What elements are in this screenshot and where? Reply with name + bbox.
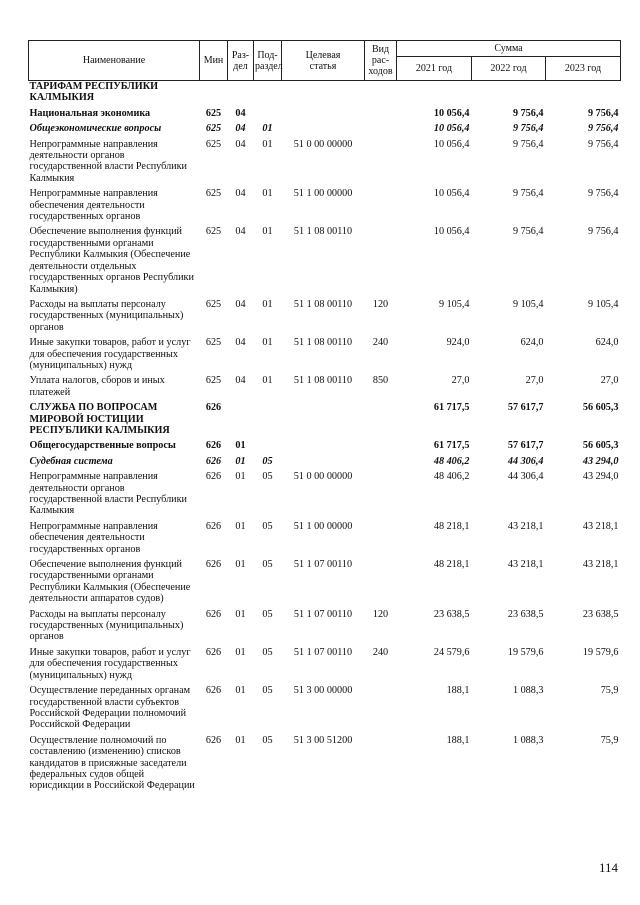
cell-min: 625 [205, 107, 222, 119]
cell-razdel [228, 81, 254, 108]
cell-2023: 9 756,4 [587, 123, 619, 135]
cell-2021: 10 056,4 [433, 123, 470, 135]
cell-article [282, 108, 365, 123]
cell-min: 625 [205, 375, 222, 387]
cell-2021: 9 105,4 [438, 298, 470, 310]
cell-2021: 10 056,4 [433, 138, 470, 150]
cell-name: Общеэкономические вопросы [29, 123, 162, 135]
cell-article: 51 1 08 00110 [293, 375, 353, 387]
cell-name: Иные закупки товаров, работ и услуг для обеспечения государственных (муниципальных) нужд [29, 646, 191, 681]
cell-min: 626 [205, 402, 222, 414]
cell-2021: 10 056,4 [433, 107, 470, 119]
header-year-2023: 2023 год [546, 57, 621, 81]
table-row [29, 337, 621, 375]
cell-podrazdel [254, 81, 282, 108]
cell-name: Уплата налогов, сборов и иных платежей [29, 375, 165, 398]
cell-2022: 9 756,4 [512, 123, 544, 135]
cell-min: 626 [205, 455, 222, 467]
cell-name: Обеспечение выполнения функций государственными органами Республики Калмыкия (Обеспечение деятельности аппаратов судов) [29, 559, 191, 605]
cell-2023: 9 756,4 [587, 138, 619, 150]
cell-2023: 43 218,1 [582, 559, 619, 571]
cell-razdel: 04 [235, 337, 246, 349]
cell-2023: 56 605,3 [582, 440, 619, 452]
cell-podrazdel: 05 [262, 520, 273, 532]
cell-vid [365, 685, 397, 735]
cell-min: 626 [205, 440, 222, 452]
cell-name: Судебная система [29, 455, 113, 467]
cell-min: 626 [205, 471, 222, 483]
cell-podrazdel: 05 [262, 455, 273, 467]
cell-2023: 75,9 [600, 685, 619, 697]
header-podrazdel: Под- раздел [254, 41, 282, 81]
table-row [29, 440, 621, 455]
cell-vid [365, 440, 397, 455]
cell-name: Национальная экономика [29, 107, 151, 119]
header-article: Целевая статья [282, 41, 365, 81]
cell-min: 626 [205, 608, 222, 620]
cell-vid [365, 188, 397, 226]
header-year-2021: 2021 год [397, 57, 472, 81]
cell-razdel: 04 [235, 138, 246, 150]
cell-vid [365, 226, 397, 298]
cell-2021: 48 406,2 [433, 471, 470, 483]
table-row [29, 188, 621, 226]
cell-name: СЛУЖБА ПО ВОПРОСАМ МИРОВОЙ ЮСТИЦИИ РЕСПУБЛИКИ КАЛМЫКИЯ [29, 402, 170, 436]
cell-name: Общегосударственные вопросы [29, 440, 176, 452]
page-number: 114 [598, 860, 618, 875]
cell-2022: 1 088,3 [512, 734, 544, 746]
cell-razdel: 01 [235, 608, 246, 620]
cell-article: 51 0 00 00000 [293, 138, 353, 150]
cell-2023: 624,0 [595, 337, 619, 349]
table-row [29, 139, 621, 189]
cell-2022: 44 306,4 [507, 471, 544, 483]
cell-vid: 240 [372, 337, 389, 349]
cell-2023 [546, 81, 621, 108]
cell-podrazdel: 01 [262, 337, 273, 349]
cell-2023: 56 605,3 [582, 402, 619, 414]
cell-2022 [472, 81, 546, 108]
table-row [29, 226, 621, 298]
cell-razdel: 01 [235, 471, 246, 483]
cell-article: 51 3 00 51200 [293, 734, 353, 746]
cell-razdel: 01 [235, 455, 246, 467]
cell-article: 51 1 08 00110 [293, 298, 353, 310]
cell-2022: 19 579,6 [507, 646, 544, 658]
cell-podrazdel: 01 [262, 138, 273, 150]
cell-2023: 9 756,4 [587, 107, 619, 119]
cell-2022: 43 218,1 [507, 520, 544, 532]
cell-2023: 9 105,4 [587, 298, 619, 310]
cell-article [282, 123, 365, 138]
cell-razdel: 04 [235, 375, 246, 387]
cell-razdel: 04 [235, 123, 246, 135]
cell-2022: 43 218,1 [507, 559, 544, 571]
cell-vid [365, 471, 397, 521]
cell-2022: 1 088,3 [512, 685, 544, 697]
cell-podrazdel: 05 [262, 646, 273, 658]
cell-podrazdel: 05 [262, 471, 273, 483]
table-row [29, 108, 621, 123]
cell-name: Обеспечение выполнения функций государственными органами Республики Калмыкия (Обеспечение деятельности отдельных государственных органов Республики Калмыкия) [29, 226, 194, 295]
cell-vid [365, 559, 397, 609]
cell-2021: 10 056,4 [433, 226, 470, 238]
cell-vid: 120 [372, 608, 389, 620]
cell-2022: 9 756,4 [512, 188, 544, 200]
cell-podrazdel: 01 [262, 298, 273, 310]
cell-name: Расходы на выплаты персоналу государственных (муниципальных) органов [29, 298, 184, 333]
header-name: Наименование [29, 41, 200, 81]
table-row [29, 521, 621, 559]
cell-min: 626 [205, 685, 222, 697]
cell-2021: 188,1 [446, 685, 470, 697]
budget-table-page [28, 40, 620, 796]
cell-razdel: 01 [235, 685, 246, 697]
cell-2023: 23 638,5 [582, 608, 619, 620]
cell-podrazdel: 01 [262, 375, 273, 387]
table-row [29, 735, 621, 796]
cell-article: 51 1 07 00110 [293, 559, 353, 571]
cell-2021: 924,0 [446, 337, 470, 349]
cell-2022: 624,0 [520, 337, 544, 349]
cell-podrazdel: 05 [262, 734, 273, 746]
header-min: Мин [200, 41, 228, 81]
cell-podrazdel [254, 108, 282, 123]
cell-name: Расходы на выплаты персоналу государственных (муниципальных) органов [29, 608, 184, 643]
cell-2022: 27,0 [525, 375, 544, 387]
cell-vid: 120 [372, 298, 389, 310]
cell-vid [365, 139, 397, 189]
cell-2022: 9 756,4 [512, 226, 544, 238]
cell-article [282, 81, 365, 108]
cell-vid [365, 108, 397, 123]
cell-name: ТАРИФАМ РЕСПУБЛИКИ КАЛМЫКИЯ [29, 81, 159, 104]
cell-podrazdel [254, 440, 282, 455]
cell-2023: 9 756,4 [587, 188, 619, 200]
cell-min [200, 81, 228, 108]
cell-2021 [397, 81, 472, 108]
cell-razdel: 01 [235, 440, 246, 452]
cell-razdel: 04 [235, 188, 246, 200]
cell-2022: 57 617,7 [507, 440, 544, 452]
table-header [29, 41, 621, 81]
table-row [29, 375, 621, 402]
table-row [29, 402, 621, 440]
cell-article: 51 1 00 00000 [293, 520, 353, 532]
table-row [29, 456, 621, 471]
cell-article [282, 456, 365, 471]
cell-min: 626 [205, 520, 222, 532]
cell-2021: 48 218,1 [433, 559, 470, 571]
header-sum: Сумма [397, 41, 621, 57]
table-row [29, 609, 621, 647]
table-row [29, 647, 621, 685]
cell-2021: 188,1 [446, 734, 470, 746]
cell-name: Непрограммные направления деятельности органов государственной власти Республики Калмыкия [29, 138, 188, 184]
cell-min: 625 [205, 337, 222, 349]
header-razdel: Раз- дел [228, 41, 254, 81]
cell-article: 51 1 08 00110 [293, 226, 353, 238]
cell-min: 626 [205, 559, 222, 571]
cell-2023: 19 579,6 [582, 646, 619, 658]
cell-2022: 9 105,4 [512, 298, 544, 310]
cell-article [282, 402, 365, 440]
table-row [29, 123, 621, 138]
cell-podrazdel: 05 [262, 608, 273, 620]
cell-min: 626 [205, 734, 222, 746]
cell-vid: 850 [372, 375, 389, 387]
cell-article [282, 440, 365, 455]
cell-2023: 43 294,0 [582, 455, 619, 467]
cell-name: Иные закупки товаров, работ и услуг для обеспечения государственных (муниципальных) нужд [29, 337, 191, 371]
cell-min: 625 [205, 188, 222, 200]
cell-podrazdel: 05 [262, 559, 273, 571]
cell-2021: 48 406,2 [433, 455, 470, 467]
cell-min: 626 [205, 646, 222, 658]
cell-razdel: 04 [235, 107, 246, 119]
cell-vid [365, 81, 397, 108]
cell-article: 51 1 07 00110 [293, 608, 353, 620]
table-body [29, 81, 621, 796]
cell-2023: 43 218,1 [582, 520, 619, 532]
cell-min: 625 [205, 123, 222, 135]
cell-min: 625 [205, 226, 222, 238]
cell-razdel: 01 [235, 734, 246, 746]
cell-razdel: 01 [235, 520, 246, 532]
cell-2021: 10 056,4 [433, 188, 470, 200]
cell-2023: 75,9 [600, 734, 619, 746]
cell-2022: 9 756,4 [512, 107, 544, 119]
cell-razdel: 04 [235, 226, 246, 238]
cell-vid: 240 [372, 646, 389, 658]
cell-2023: 43 294,0 [582, 471, 619, 483]
cell-podrazdel: 01 [262, 226, 273, 238]
cell-2021: 23 638,5 [433, 608, 470, 620]
cell-vid [365, 123, 397, 138]
table-row [29, 559, 621, 609]
cell-razdel [228, 402, 254, 440]
cell-2022: 44 306,4 [507, 455, 544, 467]
cell-2021: 24 579,6 [433, 646, 470, 658]
cell-vid [365, 735, 397, 796]
cell-2023: 27,0 [600, 375, 619, 387]
cell-2021: 61 717,5 [433, 440, 470, 452]
cell-2023: 9 756,4 [587, 226, 619, 238]
cell-article: 51 1 08 00110 [293, 337, 353, 349]
cell-vid [365, 402, 397, 440]
cell-2021: 61 717,5 [433, 402, 470, 414]
cell-podrazdel: 01 [262, 123, 273, 135]
cell-razdel: 01 [235, 559, 246, 571]
cell-2022: 9 756,4 [512, 138, 544, 150]
cell-razdel: 01 [235, 646, 246, 658]
cell-name: Непрограммные направления деятельности органов государственной власти Республики Калмыкия [29, 471, 188, 517]
cell-min: 625 [205, 298, 222, 310]
cell-2021: 27,0 [451, 375, 470, 387]
cell-2021: 48 218,1 [433, 520, 470, 532]
table-row [29, 299, 621, 337]
cell-vid [365, 521, 397, 559]
cell-podrazdel: 05 [262, 685, 273, 697]
cell-2022: 57 617,7 [507, 402, 544, 414]
cell-min: 625 [205, 138, 222, 150]
budget-table [28, 40, 621, 796]
cell-name: Непрограммные направления обеспечения деятельности государственных органов [29, 520, 158, 555]
cell-2022: 23 638,5 [507, 608, 544, 620]
cell-article: 51 0 00 00000 [293, 471, 353, 483]
cell-razdel: 04 [235, 298, 246, 310]
table-row [29, 685, 621, 735]
header-vid: Вид рас- ходов [365, 41, 397, 81]
cell-article: 51 3 00 00000 [293, 685, 353, 697]
cell-article: 51 1 00 00000 [293, 188, 353, 200]
cell-article: 51 1 07 00110 [293, 646, 353, 658]
table-row [29, 471, 621, 521]
table-row [29, 81, 621, 108]
cell-name: Непрограммные направления обеспечения деятельности государственных органов [29, 188, 158, 223]
cell-name: Осуществление полномочий по составлению (изменению) списков кандидатов в присяжные заседатели федеральных судов общей юрисдикции в Российской Федерации [29, 734, 195, 792]
cell-name: Осуществление переданных органам государственной власти субъектов Российской Федерации полномочий Российской Федерации [29, 685, 191, 731]
cell-podrazdel: 01 [262, 188, 273, 200]
cell-podrazdel [254, 402, 282, 440]
cell-vid [365, 456, 397, 471]
header-year-2022: 2022 год [472, 57, 546, 81]
